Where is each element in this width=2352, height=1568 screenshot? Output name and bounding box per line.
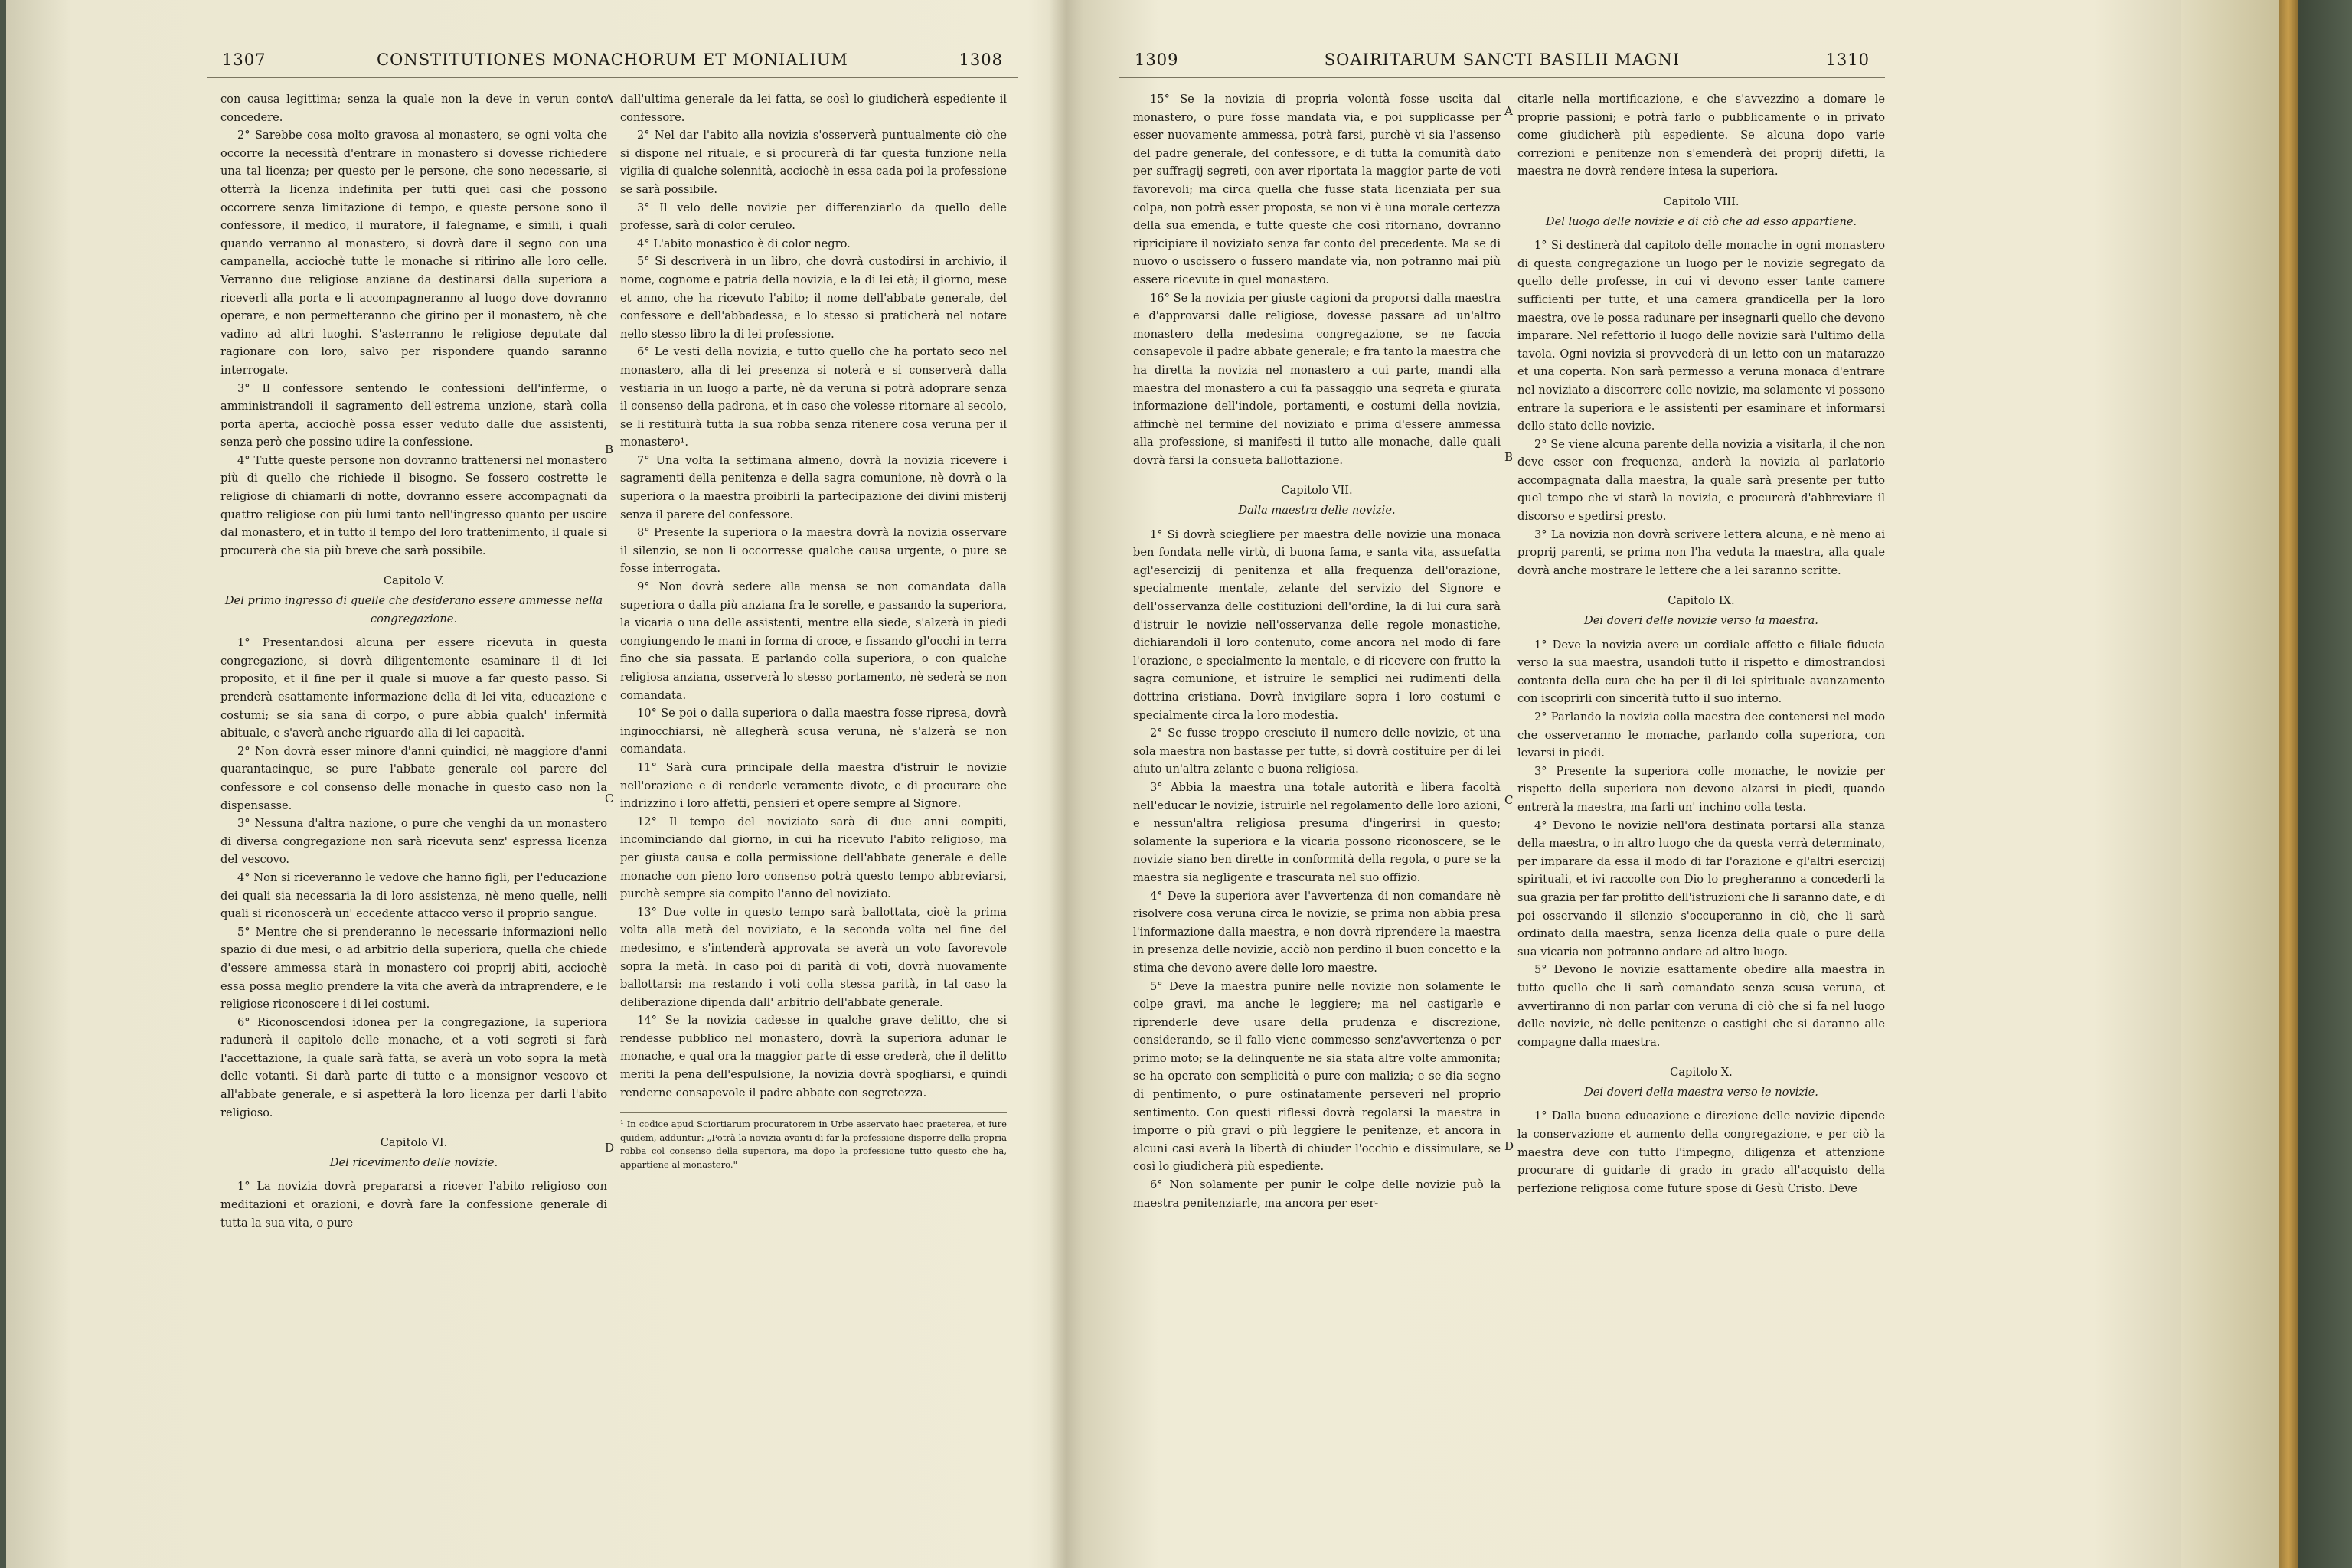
- page-number: 1308: [959, 51, 1003, 69]
- paragraph: 5° Devono le novizie esattamente obedire alla maestra in tutto quello che li sarà comandato senza scusa veruna, et avvertiranno di non parlar con veruna di ciò che si fa nel luogo delle novizie, nè delle penitenze o castighi che si daranno alle compagne dalla maestra.: [1517, 963, 1885, 1049]
- page-number: 1307: [222, 51, 266, 69]
- paragraph: 1° Presentandosi alcuna per essere ricevuta in questa congregazione, si dovrà diligentemente esaminare il di lei proposito, et il fine per il quale si muove a far questo passo. Si prenderà esattamente informazione della di lei vita, educazione e costumi; se sia sana di corpo, o pure abbia qualch' infermità abituale, e s'averà anche riguardo alla di lei capacità.: [220, 636, 607, 740]
- paragraph: 2° Nel dar l'abito alla novizia s'osserverà puntualmente ciò che si dispone nel rituale, e si procurerà di far questa funzione nella vigilia di qualche solennità, acciochè in essa cada poi la professione se sarà possibile.: [620, 129, 1007, 196]
- margin-marker: A: [1504, 104, 1513, 118]
- right-column-1: [1133, 90, 1501, 1212]
- paragraph: 2° Sarebbe cosa molto gravosa al monastero, se ogni volta che occorre la necessità d'entrare in monastero si dovesse richiedere una tal licenza; per questo per le persone, che sono necessarie, si otterrà la licenza indefinita per tutti quei casi che possono occorrere senza limitazione di tempo, e queste persone sono il confessore, il medico, il muratore, il falegname, e simili, i quali quando verranno al monastero, si dovrà dare il segno con una campanella, acciochè tutte le monache si ritirino alle loro celle. Verranno due religiose anziane da destinarsi dalla superiora a riceverli alla porta e li accompagneranno al luogo dove dovranno operare, e non permetteranno che girino per il monastero, nè che vadino ad altri luoghi. S'asterranno le religiose deputate dal ragionare con loro, salvo per rispondere quando saranno interrogate.: [220, 129, 607, 377]
- book-spread: [6, 0, 2180, 1568]
- paragraph: 16° Se la novizia per giuste cagioni da proporsi dalla maestra e d'approvarsi dalle religiose, dovesse passare ad un'altro monastero della medesima congregazione, se ne faccia consapevole il padre abbate generale; e fra tanto la maestra che ha diretta la novizia nel monastero a cui parte, mandi alla maestra del monastero a cui fa passaggio una segreta e giurata informazione dell'indole, portamenti, e costumi della novizia, affinchè nel termine del noviziato e prima d'essere ammessa alla professione, si manifesti il tutto alle monache, dalle quali dovrà farsi la consueta ballottazione.: [1133, 291, 1501, 467]
- margin-marker: A: [605, 92, 613, 106]
- chapter-heading: Capitolo X.: [1670, 1066, 1733, 1080]
- paragraph: 2° Se fusse troppo cresciuto il numero delle novizie, et una sola maestra non bastasse per tutte, si dovrà costituire per di lei aiuto un'altra zelante e buona religiosa.: [1133, 727, 1501, 776]
- chapter-heading: Capitolo IX.: [1668, 594, 1735, 608]
- paragraph: 4° Devono le novizie nell'ora destinata portarsi alla stanza della maestra, o in altro luogo che da questa verrà determinato, per imparare da essa il modo di far l'orazione e gl'altri esercizij spirituali, et ivi raccolte con Dio lo pregheranno a concederli la sua grazia per far profitto dell'istruzioni che li saranno date, e di poi osservando il silenzio s'occuperanno in ciò, che li sarà ordinato dalla maestra, senza licenza della quale o pure della sua vicaria non potranno andare ad altro luogo.: [1517, 818, 1885, 959]
- margin-marker: C: [605, 792, 614, 805]
- paragraph: con causa legittima; senza la quale non la deve in verun conto concedere.: [220, 93, 607, 124]
- binding-band: [2278, 0, 2298, 1568]
- paragraph: 13° Due volte in questo tempo sarà ballottata, cioè la prima volta alla metà del noviziato, e la seconda volta nel fine del medesimo, e s'intenderà approvata se averà un voto favorevole sopra la metà. In caso poi di parità di voti, dovrà nuovamente ballottarsi: ma restando i voti colla stessa parità, in tal caso la deliberazione dipenda dall' arbitrio dell'abbate generale.: [620, 905, 1007, 1009]
- paragraph: 2° Se viene alcuna parente della novizia a visitarla, il che non deve esser con frequenza, anderà la novizia al parlatorio accompagnata dalla maestra, la quale sarà presente per tutto quel tempo che vi starà la novizia, e procurerà d'abbreviare il discorso e spedirsi presto.: [1517, 437, 1885, 524]
- paragraph: 15° Se la novizia di propria volontà fosse uscita dal monastero, o pure fosse mandata via, e poi supplicasse per esser nuovamente ammessa, potrà farsi, purchè vi sia l'assenso del padre generale, del confessore, e di tutta la comunità dato per suffragij segreti, con aver riportata la maggior parte de voti favorevoli; ma circa quella che fusse stata licenziata per sua colpa, non potrà esser proposta, se non vi è una morale certezza della sua emenda, e tutte queste che così ritornano, dovranno ripricipiare il noviziato senza far conto del precedente. Ma se di nuovo o uscissero o fussero mandate via, non potranno mai più essere ricevute in quel monastero.: [1133, 93, 1501, 286]
- paragraph: 5° Si descriverà in un libro, che dovrà custodirsi in archivio, il nome, cognome e patria della novizia, e la di lei età; il giorno, mese et anno, che ha ricevuto l'abito; il nome dell'abbate generale, del confessore e dell'abbadessa; e lo stesso si praticherà nel notare nello stesso libro la di lei professione.: [620, 255, 1007, 341]
- paragraph: 1° Si destinerà dal capitolo delle monache in ogni monastero di questa congregazione un luogo per le novizie segregato da quello delle professe, in cui vi devono esser tante camere sufficienti per tutte, et una camera grandicella per la loro maestra, ove le possa radunare per insegnarli quello che devono imparare. Nel refettorio il luogo delle novizie sarà l'ultimo della tavola. Ogni novizia si provvederà di un letto con un matarazzo et una coperta. Non sarà permesso a veruna monaca d'entrare nel noviziato a discorrere colle novizie, ma solamente vi possono entrare la superiora e le assistenti per esaminare et informarsi dello stato delle novizie.: [1517, 239, 1885, 433]
- paragraph: 4° Non si riceveranno le vedove che hanno figli, per l'educazione dei quali sia necessaria la di loro assistenza, nè meno quelle, nelli quali si riconoscerà un' eccedente attacco verso il proprio sangue.: [220, 871, 607, 921]
- page-edge-strip: [2180, 0, 2278, 1568]
- header-rule: [1119, 77, 1885, 78]
- chapter-subtitle: Dalla maestra delle novizie.: [1238, 504, 1396, 518]
- right-column-2: [1517, 90, 1885, 1197]
- paragraph: 8° Presente la superiora o la maestra dovrà la novizia osservare il silenzio, se non li occorresse qualche causa urgente, o pure se fosse interrogata.: [620, 526, 1007, 576]
- paragraph: 6° Non solamente per punir le colpe delle novizie può la maestra penitenziarle, ma ancora per eser-: [1133, 1178, 1501, 1210]
- paragraph: 3° Il velo delle novizie per differenziarlo da quello delle professe, sarà di color ceruleo.: [620, 201, 1007, 233]
- chapter-subtitle: Del primo ingresso di quelle che desiderano essere ammesse nella congregazione.: [224, 594, 603, 626]
- paragraph: citarle nella mortificazione, e che s'avvezzino a domare le proprie passioni; e potrà farlo o pubblicamente o in privato come giudicherà più espediente. Se alcuna dopo varie correzioni e penitenze non s'emenderà dei proprij difetti, la maestra ne dovrà rendere intesa la superiora.: [1517, 93, 1885, 178]
- paragraph: 3° Abbia la maestra una totale autorità e libera facoltà nell'educar le novizie, istruirle nel regolamento delle loro azioni, e nessun'altra religiosa presuma d'ingerirsi in questo; solamente la superiora e la vicaria possono riconoscere, se le novizie siano ben dirette in conformità della regola, o pure se la maestra sia negligente e trascurata nel suo offizio.: [1133, 780, 1501, 884]
- paragraph: 3° Presente la superiora colle monache, le novizie per rispetto della superiora non devono alzarsi in piedi, quando entrerà la maestra, ma farli un' inchino colla testa.: [1517, 764, 1885, 814]
- margin-marker: B: [605, 443, 614, 456]
- paragraph: 14° Se la novizia cadesse in qualche grave delitto, che si rendesse pubblico nel monastero, dovrà la superiora adunar le monache, e qual ora la maggior parte di esse crederà, che il delitto meriti la pena dell'espulsione, la novizia dovrà spogliarsi, e quindi renderne consapevole il padre abbate con segretezza.: [620, 1014, 1007, 1099]
- margin-marker: C: [1504, 793, 1514, 807]
- right-page: [1119, 46, 1885, 1547]
- margin-marker: D: [605, 1141, 615, 1155]
- left-page: [207, 46, 1018, 1547]
- gutter-shadow: [1049, 0, 1084, 1568]
- margin-marker: D: [1504, 1139, 1514, 1153]
- paragraph: 1° Dalla buona educazione e direzione delle novizie dipende la conservazione et aumento della congregazione, e per ciò la maestra deve con tutto l'impegno, diligenza et attenzione procurare di guidarle di grado in grado all'acquisto della perfezione religiosa come future spose di Gesù Cristo. Deve: [1517, 1109, 1885, 1195]
- chapter-heading: Capitolo VIII.: [1663, 194, 1740, 208]
- chapter-subtitle: Del luogo delle novizie e di ciò che ad esso appartiene.: [1545, 214, 1857, 228]
- header-rule: [207, 77, 1018, 78]
- paragraph: 7° Una volta la settimana almeno, dovrà la novizia ricevere i sagramenti della penitenza e della sagra comunione, nè dovrà o la superiora o la maestra proibirli la partecipazione dei divini misterij senza il parere del confessore.: [620, 453, 1007, 521]
- paragraph: 12° Il tempo del noviziato sarà di due anni compiti, incominciando dal giorno, in cui ha ricevuto l'abito religioso, ma per giusta causa e colla permissione dell'abbate generale e delle monache con pieno loro consenso potrà questo tempo abbreviarsi, purchè sempre sia compito l'anno del noviziato.: [620, 815, 1007, 901]
- paragraph: 1° Si dovrà sciegliere per maestra delle novizie una monaca ben fondata nelle virtù, di buona fama, e santa vita, assuefatta agl'esercizij di penitenza et alla frequenza dell'orazione, specialmente mentale, zelante del servizio del Signore e dell'osservanza delle costituzioni dell'ordine, la di lui cura sarà d'istruir le novizie nell'osservanza delle regole monastiche, dichiarandoli il loro contenuto, come ancora nel modo di fare l'orazione, e specialmente la mentale, e di ricevere con frutto la sagra comunione, et istruire le semplici nei rudimenti della dottrina cristiana. Dovrà invigilare sopra i loro costumi e specialmente circa la loro modestia.: [1133, 528, 1501, 722]
- left-column-2: [620, 90, 1007, 1171]
- page-number: 1310: [1825, 51, 1870, 69]
- chapter-subtitle: Dei doveri delle novizie verso la maestra.: [1584, 614, 1818, 628]
- paragraph: 3° La novizia non dovrà scrivere lettera alcuna, e nè meno ai proprij parenti, se prima non l'ha veduta la maestra, alla quale dovrà anche mostrare le lettere che a lei saranno scritte.: [1517, 528, 1885, 577]
- paragraph: 3° Nessuna d'altra nazione, o pure che venghi da un monastero di diversa congregazione non sarà ricevuta senz' espressa licenza del vescovo.: [220, 817, 607, 867]
- paragraph: 5° Deve la maestra punire nelle novizie non solamente le colpe gravi, ma anche le leggiere; ma nel castigarle e riprenderle deve usare della prudenza e discrezione, considerando, se il fallo viene commesso senz'avvertenza o per primo moto; se la delinquente ne sia stata altre volte ammonita; se ha operato con semplicità o pure con malizia; e se dia segno di pentimento, o pure ostinatamente perseveri nel proprio sentimento. Con questi riflessi dovrà regolarsi la maestra in imporre o più gravi o più leggiere le penitenze, et ancora in alcuni casi averà la libertà di chiuder l'occhio e dissimulare, se così lo giudicherà più espediente.: [1133, 979, 1501, 1174]
- chapter-heading: Capitolo VII.: [1281, 484, 1353, 498]
- paragraph: 4° Deve la superiora aver l'avvertenza di non comandare nè risolvere cosa veruna circa le novizie, se prima non abbia presa l'informazione dalla maestra, e non dovrà riprendere la maestra in presenza delle novizie, acciò non perdino il buon concetto e la stima che devono avere delle loro maestre.: [1133, 889, 1501, 975]
- paragraph: 1° La novizia dovrà prepararsi a ricever l'abito religioso con meditazioni et orazioni, e dovrà fare la confessione generale di tutta la sua vita, o pure: [220, 1180, 607, 1230]
- paragraph: 9° Non dovrà sedere alla mensa se non comandata dalla superiora o dalla più anziana fra le sorelle, e passando la superiora, la vicaria o una delle assistenti, mentre ella siede, s'alzerà in piedi congiungendo le mani in forma di croce, e fissando gl'occhi in terra fino che sia passata. E parlando colla superiora, o con qualche religiosa anziana, osserverà lo stesso portamento, nè sederà se non comandata.: [620, 580, 1007, 702]
- paragraph: 4° L'abito monastico è di color negro.: [637, 237, 851, 250]
- paragraph: 10° Se poi o dalla superiora o dalla maestra fosse ripresa, dovrà inginocchiarsi, nè allegherà scusa veruna, nè s'alzerà se non comandata.: [620, 707, 1007, 756]
- background-edge: [2298, 0, 2352, 1568]
- paragraph: 3° Il confessore sentendo le confessioni dell'inferme, o amministrandoli il sagramento dell'estrema unzione, starà colla porta aperta, acciochè possa esser veduto dalle due assistenti, senza però che possino udire la confessione.: [220, 381, 607, 449]
- paragraph: 6° Le vesti della novizia, e tutto quello che ha portato seco nel monastero, alla di lei presenza si noterà e si conserverà dalla vestiaria in un luogo a parte, nè da veruna si potrà adoprare senza il consenso della padrona, et in caso che volesse ritornare al secolo, se li restituirà tutta la sua robba senza ritenere cosa veruna per il monastero¹.: [620, 345, 1007, 449]
- margin-marker: B: [1504, 450, 1514, 464]
- chapter-subtitle: Del ricevimento delle novizie.: [329, 1155, 498, 1169]
- paragraph: 11° Sarà cura principale della maestra d'istruir le novizie nell'orazione e di renderle veramente divote, e di procurare che indrizzino i loro affetti, pensieri et opere sempre al Signore.: [620, 760, 1007, 811]
- paragraph: dall'ultima generale da lei fatta, se così lo giudicherà espediente il confessore.: [620, 93, 1007, 124]
- chapter-subtitle: Dei doveri della maestra verso le novizie.: [1584, 1085, 1818, 1099]
- paragraph: 2° Non dovrà esser minore d'anni quindici, nè maggiore d'anni quarantacinque, se pure l'abbate generale col parere del confessore e col consenso delle monache in questo caso non la dispensasse.: [220, 744, 607, 812]
- paragraph: 1° Deve la novizia avere un cordiale affetto e filiale fiducia verso la sua maestra, usandoli tutto il rispetto e dimostrandosi contenta della cura che ha per il di lei spirituale avanzamento con iscoprirli con sincerità tutto il suo interno.: [1517, 638, 1885, 706]
- paragraph: 6° Riconoscendosi idonea per la congregazione, la superiora radunerà il capitolo delle monache, et a voti segreti si farà l'accettazione, la quale sarà fatta, se averà un voto sopra la metà delle votanti. Si darà parte di tutto e a monsignor vescovo et all'abbate generale, e si aspetterà la loro licenza per darli l'abito religioso.: [220, 1015, 607, 1119]
- footnote: ¹ In codice apud Sciortiarum procuratorem in Urbe asservato haec praeterea, et iure quidem, adduntur: „Potrà la novizia avanti di far la professione disporre della propria robba col consenso della superiora, ma dopo la professione tutto questo che ha, appartiene al monastero.": [620, 1112, 1007, 1171]
- chapter-heading: Capitolo VI.: [380, 1136, 448, 1150]
- paragraph: 5° Mentre che si prenderanno le necessarie informazioni nello spazio di due mesi, o ad arbitrio della superiora, quella che chiede d'essere ammessa starà in monastero coi proprij abiti, acciochè essa possa meglio prendere la vita che averà da intraprendere, e le religiose riconoscere i di lei costumi.: [220, 925, 607, 1011]
- page-number: 1309: [1135, 51, 1179, 69]
- running-title: SOAIRITARUM SANCTI BASILII MAGNI: [1324, 51, 1681, 69]
- paragraph: 2° Parlando la novizia colla maestra dee contenersi nel modo che osserveranno le monache, parlando colla superiora, con levarsi in piedi.: [1517, 710, 1885, 760]
- left-column-1: [220, 90, 607, 1232]
- left-running-head: [207, 46, 1018, 69]
- running-title: CONSTITUTIONES MONACHORUM ET MONIALIUM: [377, 51, 848, 69]
- chapter-heading: Capitolo V.: [383, 574, 445, 588]
- right-running-head: [1119, 46, 1885, 69]
- paragraph: 4° Tutte queste persone non dovranno trattenersi nel monastero più di quello che richiede il bisogno. Se fossero costrette le religiose di chiamarli di notte, dovranno essere accompagnati da quattro religiose con più lumi tanto nell'ingresso quanto per uscire dal monastero, et in tutto il tempo del loro trattenimento, il quale si procurerà che sia più breve che sarà possibile.: [220, 453, 607, 557]
